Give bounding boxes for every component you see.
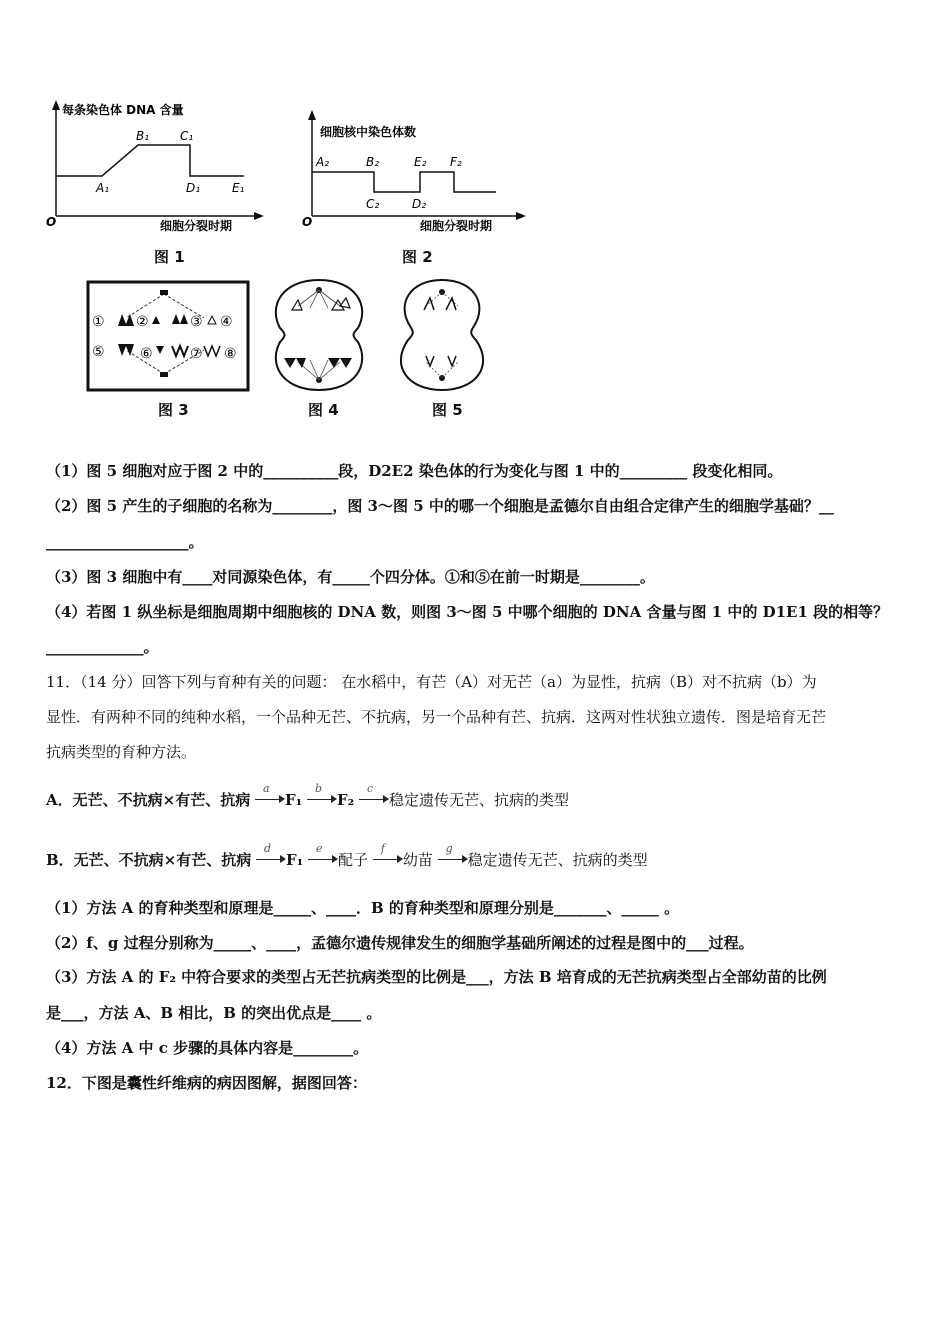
fig3-centriole-top [160, 290, 168, 295]
fig2-point-e2: E₂ [414, 155, 427, 169]
fig1-ylabel: 每条染色体 DNA 含量 [62, 103, 184, 117]
figure-1-graph [40, 96, 270, 246]
q11-sub3-line2: 是___，方法 A、B 相比，B 的突出优点是____ 。 [46, 1004, 382, 1022]
fig1-caption: 图 1 [154, 248, 185, 266]
arrow-a-icon [255, 782, 285, 811]
fig3-centriole-bottom [160, 372, 168, 377]
q11-intro-line3: 抗病类型的育种方法。 [46, 743, 197, 761]
fig2-point-d2: D₂ [412, 197, 427, 211]
fig3-num-4: ④ [220, 314, 233, 330]
arrow-f-label: f [380, 842, 385, 855]
fig2-origin: O [302, 215, 313, 229]
arrow-f-icon [373, 842, 403, 871]
fig1-xlabel: 细胞分裂时期 [160, 219, 233, 233]
fig1-point-a1: A₁ [96, 181, 110, 195]
q10-part3: （3）图 3 细胞中有____对同源染色体，有_____个四分体。①和⑤在前一时期是________。 [46, 568, 655, 586]
method-b-prefix: B．无芒、不抗病×有芒、抗病 [46, 851, 252, 869]
fig3-caption: 图 3 [158, 401, 189, 419]
figure-4-cell [266, 276, 372, 394]
fig4-cell-membrane [276, 280, 362, 390]
q11-intro-line2: 显性．有两种不同的纯种水稻，一个品种无芒、不抗病，另一个品种有芒、抗病．这两对性状独立遗传．图是培育无芒 [46, 708, 827, 726]
q11-method-a [46, 782, 570, 811]
fig3-num-3: ③ [190, 314, 203, 330]
fig3-chromosome-8 [204, 346, 220, 356]
fig1-curve [56, 145, 244, 176]
fig1-origin: O [46, 215, 57, 229]
fig2-point-c2: C₂ [366, 197, 380, 211]
fig1-point-d1: D₁ [186, 181, 201, 195]
arrow-b-label: b [315, 782, 323, 795]
fig5-chromosomes-bottom [426, 356, 456, 366]
fig2-point-f2: F₂ [450, 155, 462, 169]
fig3-chromosome-2 [152, 316, 160, 324]
arrow-g-label: g [445, 842, 453, 855]
fig5-cell-membrane [401, 280, 483, 390]
fig1-point-e1: E₁ [232, 181, 245, 195]
arrow-d-icon [256, 842, 286, 871]
fig3-chromosome-5 [118, 344, 134, 356]
method-b-gamete: 配子 [338, 851, 369, 869]
q11-sub1: （1）方法 A 的育种类型和原理是_____、____．B 的育种类型和原理分别是_______、_____ 。 [46, 899, 680, 917]
fig4-chromosomes-bottom [284, 358, 352, 368]
arrow-c-label: c [367, 782, 374, 795]
q11-sub4: （4）方法 A 中 c 步骤的具体内容是________。 [46, 1039, 369, 1057]
fig3-num-8: ⑧ [224, 346, 237, 362]
fig3-chromosome-3 [172, 314, 188, 324]
q11-intro-line1: 11．（14 分）回答下列与育种有关的问题： 在水稻中，有芒（A）对无芒（a）为显性，抗病（B）对不抗病（b）为 [46, 673, 817, 691]
fig2-caption: 图 2 [402, 248, 433, 266]
fig1-point-c1: C₁ [180, 129, 194, 143]
fig3-num-2: ② [136, 314, 149, 330]
q10-part4-line1: （4）若图 1 纵坐标是细胞周期中细胞核的 DNA 数，则图 3～图 5 中哪个细胞的 DNA 含量与图 1 中的 D1E1 段的相等？ [46, 603, 889, 621]
figure-3-cell [86, 280, 252, 394]
figure-2-graph [296, 96, 532, 246]
fig2-curve [312, 172, 496, 192]
fig5-caption: 图 5 [432, 401, 463, 419]
arrow-g-icon [438, 842, 468, 871]
method-b-result: 稳定遗传无芒、抗病的类型 [467, 851, 648, 869]
arrow-c-icon [359, 782, 389, 811]
method-a-f1: F₁ [285, 791, 303, 809]
q10-part4-line2: _____________。 [46, 638, 159, 656]
fig2-x-arrow [516, 212, 526, 220]
q11-sub3-line1: （3）方法 A 的 F₂ 中符合要求的类型占无芒抗病类型的比例是___，方法 B 培育成的无芒抗病类型占全部幼苗的比例 [46, 968, 827, 986]
fig3-chromosome-4 [208, 316, 216, 324]
fig3-num-6: ⑥ [140, 346, 153, 362]
fig2-xlabel: 细胞分裂时期 [420, 219, 493, 233]
fig3-chromosome-1 [118, 314, 134, 326]
fig2-y-arrow [308, 110, 316, 120]
q10-part2-line2: ___________________。 [46, 533, 204, 551]
fig1-y-arrow [52, 100, 60, 110]
fig3-chromosome-6 [156, 346, 164, 354]
method-a-f2: F₂ [337, 791, 355, 809]
method-a-prefix: A．无芒、不抗病×有芒、抗病 [46, 791, 251, 809]
figure-5-cell [390, 276, 494, 394]
fig3-num-1: ① [92, 314, 105, 330]
arrow-a-label: a [263, 782, 270, 795]
method-b-f1: F₁ [286, 851, 304, 869]
q10-part2-line1: （2）图 5 产生的子细胞的名称为________，图 3～图 5 中的哪一个细胞是孟德尔自由组合定律产生的细胞学基础？__ [46, 497, 834, 515]
arrow-e-icon [308, 842, 338, 871]
fig3-spindle [126, 294, 204, 374]
fig3-num-7: ⑦ [190, 346, 203, 362]
fig2-ylabel: 细胞核中染色体数 [320, 125, 417, 139]
fig1-x-arrow [254, 212, 264, 220]
fig2-point-b2: B₂ [366, 155, 380, 169]
arrow-e-label: e [316, 842, 323, 855]
arrow-b-icon [307, 782, 337, 811]
q12-intro: 12．下图是囊性纤维病的病因图解，据图回答： [46, 1074, 367, 1092]
fig2-point-a2: A₂ [316, 155, 330, 169]
fig3-chromosome-7 [172, 346, 188, 356]
method-a-result: 稳定遗传无芒、抗病的类型 [389, 791, 570, 809]
q10-part1: （1）图 5 细胞对应于图 2 中的__________段，D2E2 染色体的行为变化与图 1 中的_________ 段变化相同。 [46, 462, 783, 480]
fig4-caption: 图 4 [308, 401, 339, 419]
method-b-seedling: 幼苗 [402, 851, 433, 869]
fig1-point-b1: B₁ [136, 129, 150, 143]
fig3-num-5: ⑤ [92, 344, 105, 360]
arrow-d-label: d [264, 842, 272, 855]
q11-method-b [46, 842, 648, 871]
q11-sub2: （2）f、g 过程分别称为_____、____，孟德尔遗传规律发生的细胞学基础所阐述的过程是图中的___过程。 [46, 934, 754, 952]
